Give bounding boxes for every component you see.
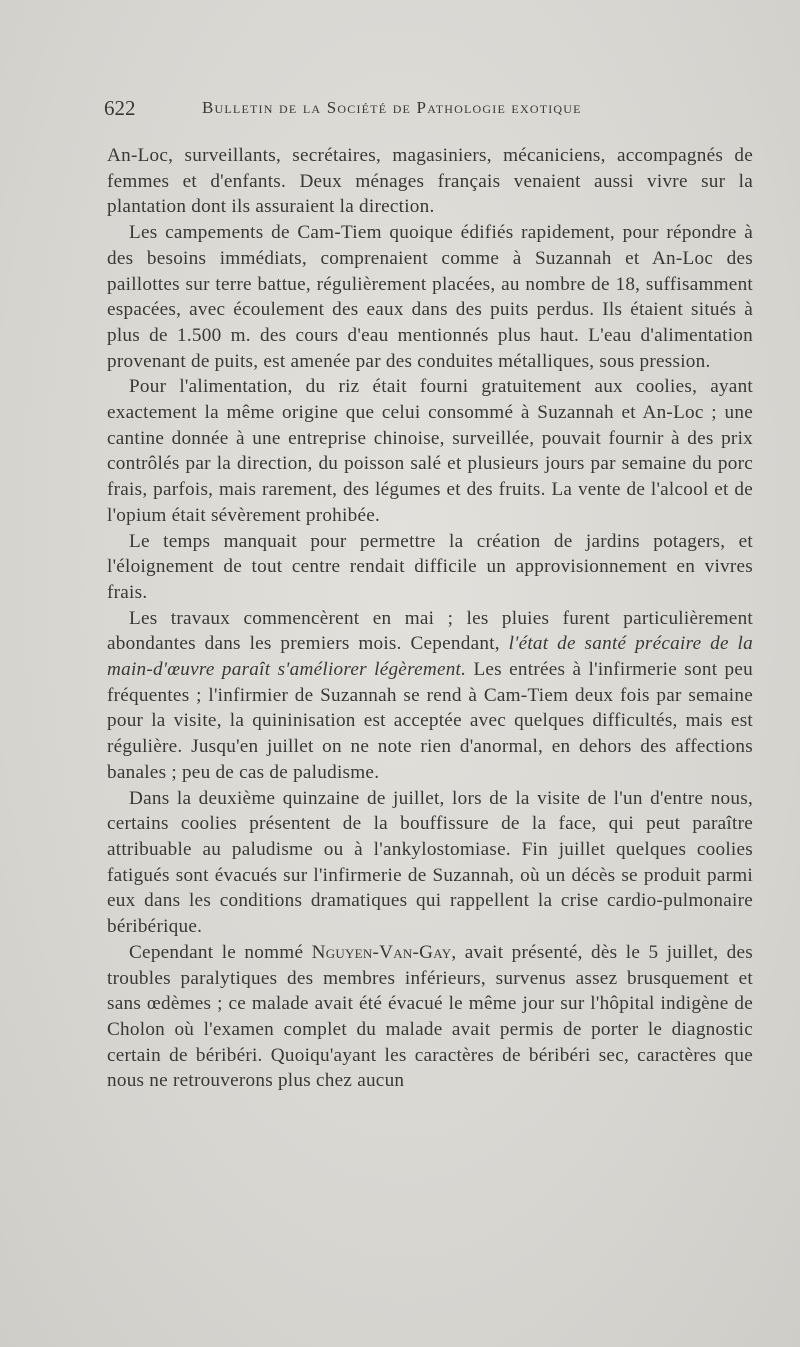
paragraph (107, 786, 753, 940)
text-segment: Les travaux commencèrent en mai ; les pluies furent particulièrement abondantes dans les premiers mois. Cependant, (107, 607, 753, 655)
text-segment: An-Loc, surveillants, secrétaires, magasiniers, mécaniciens, accompagnés de femmes et d'enfants. Deux ménages français venaient aussi vivre sur la plantation dont ils assuraient la direction. (107, 145, 753, 218)
text-segment: , avait présenté, dès le 5 juillet, des troubles paralytiques des membres inférieurs, survenus assez brusquement et sans œdèmes ; ce malade avait été évacué le même jour sur l'hôpital indigène de Cholon où l'examen complet du malade avait permis de porter le diagnostic certain de béribéri. Quoiqu'ayant les caractères de béribéri sec, caractères que nous ne retrouverons plus chez aucun (107, 941, 753, 1092)
paragraph (107, 940, 753, 1094)
paragraph (107, 529, 753, 606)
page-number: 622 (104, 96, 136, 120)
text-segment: Dans la deuxième quinzaine de juillet, lors de la visite de l'un d'entre nous, certains coolies présentent de la bouffissure de la face, qui peut paraître attribuable au paludisme ou à l'ankylostomiase. Fin juillet quelques coolies fatigués sont évacués sur l'infirmerie de Suzannah, où un décès se produit parmi eux dans les conditions dramatiques qui rappellent la crise cardio-pulmonaire béribérique. (107, 787, 753, 938)
text-segment: Le temps manquait pour permettre la création de jardins potagers, et l'éloignement de tout centre rendait difficile un approvisionnement en vivres frais. (107, 530, 753, 603)
paragraph (107, 374, 753, 528)
page-header (104, 96, 754, 126)
text-segment: Pour l'alimentation, du riz était fourni gratuitement aux coolies, ayant exactement la même origine que celui consommé à Suzannah et An-Loc ; une cantine donnée à une entreprise chinoise, surveillée, pouvait fournir à des prix contrôlés par la direction, du poisson salé et plusieurs jours par semaine du porc frais, parfois, mais rarement, des légumes et des fruits. La vente de l'alcool et de l'opium était sévèrement prohibée. (107, 376, 753, 526)
italic-phrase: l'état de santé précaire de la main-d'œuvre paraît s'améliorer légèrement. (107, 633, 753, 681)
person-name: Nguyen-Van-Gay (311, 941, 452, 963)
paragraph (107, 220, 753, 374)
paragraph (107, 606, 753, 786)
paragraph (107, 143, 753, 220)
text-segment: Cependant le nommé (129, 941, 312, 963)
running-title: Bulletin de la Société de Pathologie exotique (202, 98, 582, 117)
body-text (107, 143, 753, 1094)
text-segment: Les entrées à l'infirmerie sont peu fréquentes ; l'infirmier de Suzannah se rend à Cam-Tiem deux fois par semaine pour la visite, la quininisation est acceptée avec quelques difficultés, mais est régulière. Jusqu'en juillet on ne note rien d'anormal, en dehors des affections banales ; peu de cas de paludisme. (107, 659, 753, 783)
text-segment: Les campements de Cam-Tiem quoique édifiés rapidement, pour répondre à des besoins immédiats, comprenaient comme à Suzannah et An-Loc des paillottes sur terre battue, régulièrement placées, au nombre de 18, suffisamment espacées, avec écoulement des eaux dans des puits perdus. Ils étaient situés à plus de 1.500 m. des cours d'eau mentionnés plus haut. L'eau d'alimentation provenant de puits, est amenée par des conduites métalliques, sous pression. (107, 222, 753, 372)
